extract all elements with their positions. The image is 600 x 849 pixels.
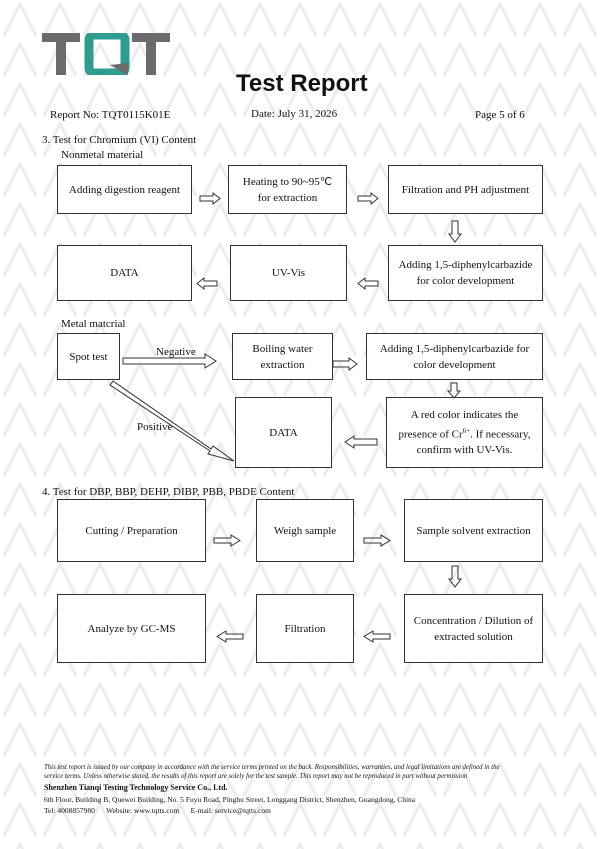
step-text: confirm with UV-Vis. xyxy=(416,444,513,457)
positive-label: Positive xyxy=(137,421,173,433)
down-arrow-icon xyxy=(449,566,461,587)
step-text: Spot test xyxy=(69,350,108,363)
company-contact: Tel: 4008857980 Website: www.tqtts.com E-mail: service@tqtts.com xyxy=(44,806,271,815)
left-arrow-icon xyxy=(358,278,378,289)
step-text: Adding digestion reagent xyxy=(68,183,181,196)
step-text: Concentration / Dilution of xyxy=(413,614,534,627)
disclaimer-line: service terms. Unless otherwise stated, the results of this report are solely for the test sample. This report may not be reproduced in part without permission xyxy=(44,773,468,780)
report-number: Report No: TQT0115K01E xyxy=(50,109,171,121)
step-text: DATA xyxy=(110,267,139,279)
step-text: for extraction xyxy=(257,191,318,204)
step-text: for color development xyxy=(416,275,515,287)
step-text: extraction xyxy=(260,358,305,371)
step-text: extracted solution xyxy=(434,630,513,643)
left-arrow-icon xyxy=(197,278,217,289)
step-text: Adding 1,5-diphenylcarbazide for xyxy=(379,342,530,355)
step-text: presence of Cr xyxy=(398,428,463,441)
superscript: 6+ xyxy=(462,426,471,435)
disclaimer-line: This test report is issued by our company in accordance with the service terms printed on the back. Responsibilities, warranties, and legal limitations are defined in the xyxy=(44,764,500,771)
negative-arrow-icon xyxy=(123,354,216,368)
positive-arrow-icon xyxy=(110,381,234,461)
section4-heading: 4. Test for DBP, BBP, DEHP, DIBP, PBB, PBDE Content xyxy=(42,486,295,498)
report-date: Date: July 31, 2026 xyxy=(251,108,338,120)
step-text: Heating to 90~95℃ xyxy=(242,175,333,188)
right-arrow-icon xyxy=(214,535,240,546)
company-address: 6th Floor, Building B, Quewei Building, No. 5 Fuyu Road, Pinghu Street, Longgang District, Shenzhen, Guangdong, China xyxy=(44,795,416,804)
step-text: Filtration xyxy=(284,622,326,635)
step-text: DATA xyxy=(269,426,298,439)
step-text: Cutting / Preparation xyxy=(85,524,178,537)
page-number: Page 5 of 6 xyxy=(475,109,525,121)
right-arrow-icon xyxy=(358,193,378,204)
metal-label: Metal matcrial xyxy=(61,318,126,330)
left-arrow-icon xyxy=(364,631,390,642)
company-name: Shenzhen Tianqi Testing Technology Service Co., Ltd. xyxy=(44,783,228,792)
left-arrow-icon xyxy=(217,631,243,642)
down-arrow-icon xyxy=(448,383,460,398)
step-text: Analyze by GC-MS xyxy=(87,622,176,635)
step-text: Weigh sample xyxy=(273,524,337,537)
step-text: Adding 1,5-diphenylcarbazide xyxy=(398,259,533,271)
step-text: Filtration and PH adjustment xyxy=(401,183,530,196)
right-arrow-icon xyxy=(200,193,220,204)
right-arrow-icon xyxy=(333,358,357,370)
left-arrow-icon xyxy=(345,436,377,448)
step-text: UV-Vis xyxy=(271,267,306,279)
step-text: A red color indicates the xyxy=(410,408,519,421)
negative-label: Negative xyxy=(156,346,196,358)
step-text: Sample solvent extraction xyxy=(416,524,531,537)
step-text: . If necessary, xyxy=(470,428,531,441)
nonmetal-label: Nonmetal material xyxy=(61,149,144,161)
right-arrow-icon xyxy=(364,535,390,546)
down-arrow-icon xyxy=(449,221,461,242)
section3-heading: 3. Test for Chromium (VI) Content xyxy=(42,134,197,146)
report-title: Test Report xyxy=(236,70,368,97)
step-text: Boiling water xyxy=(252,342,313,355)
step-text: color development xyxy=(413,358,496,371)
